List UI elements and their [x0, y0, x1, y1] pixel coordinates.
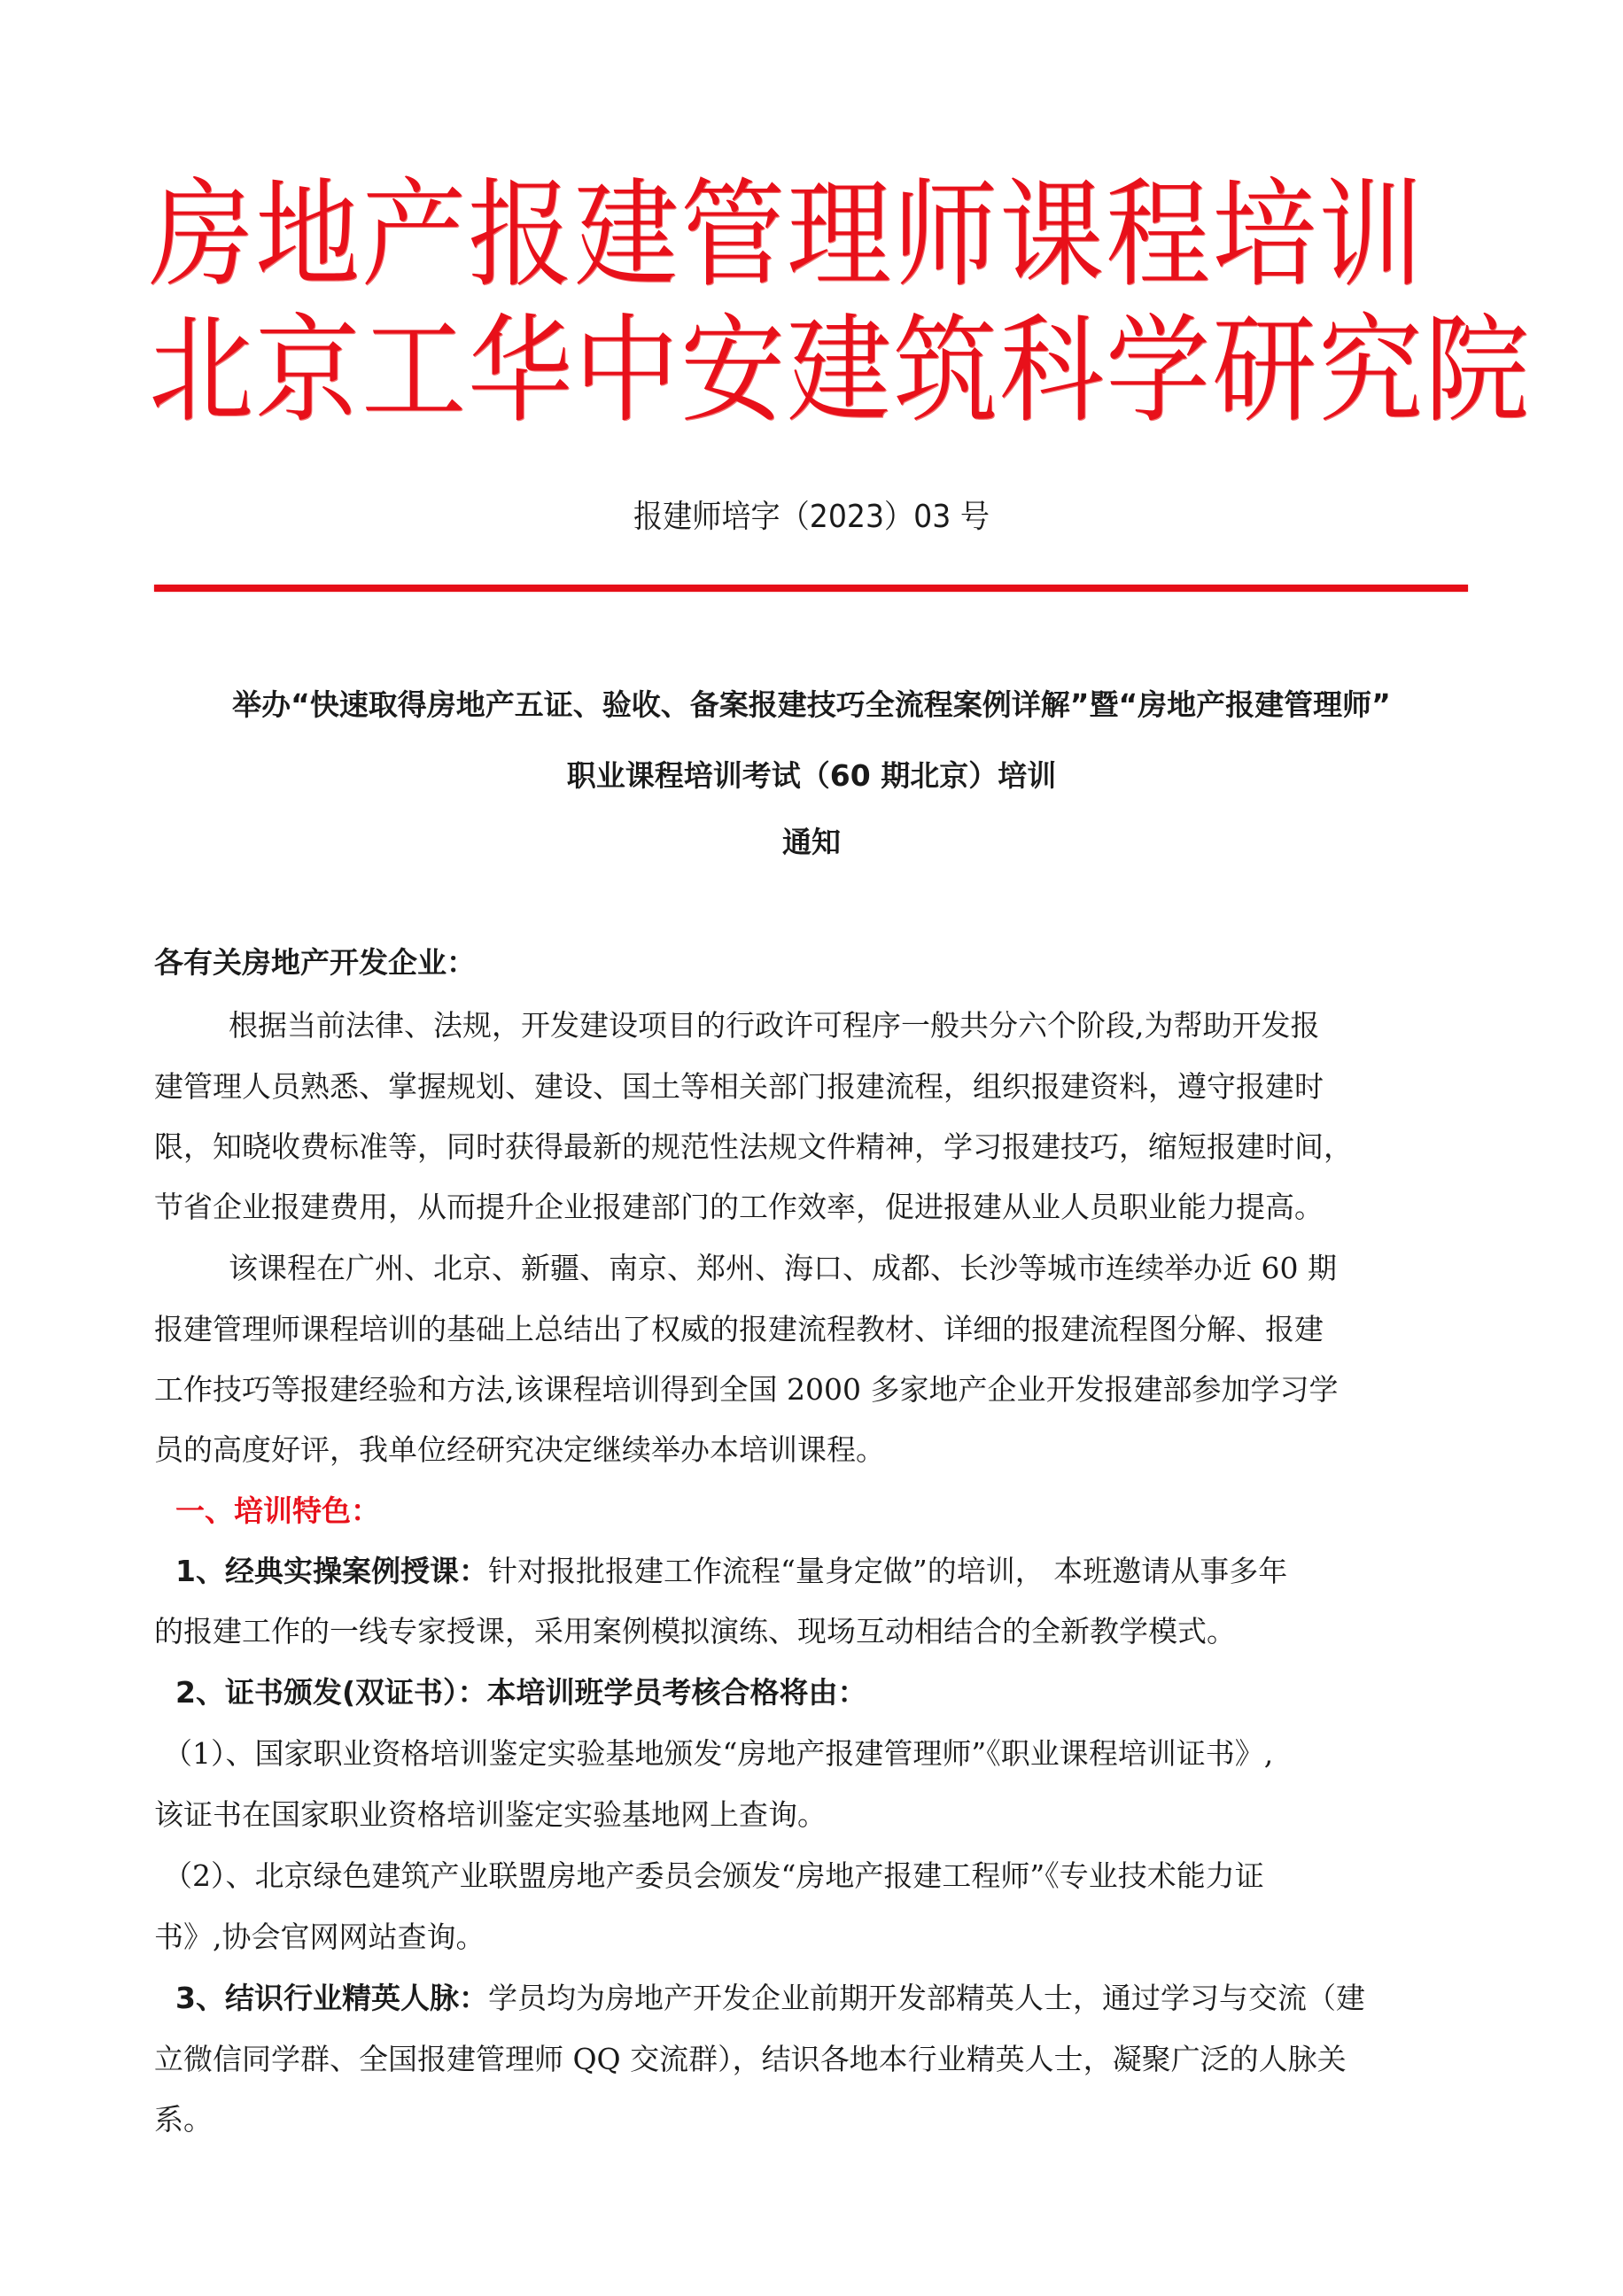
item3-line2: 立微信同学群、全国报建管理师 QQ 交流群），结识各地本行业精英人士，凝聚广泛的人脉关: [154, 2042, 1347, 2076]
item2-sub2-line2: 书》,协会官网网站查询。: [154, 1920, 485, 1954]
notice-title-line3: 通知: [782, 825, 841, 859]
item1-label: 1、经典实操案例授课：: [175, 1554, 488, 1588]
notice-title-line2: 职业课程培训考试（60 期北京）培训: [566, 758, 1057, 793]
intro-para2-line3: 工作技巧等报建经验和方法,该课程培训得到全国 2000 多家地产企业开发报建部参加学习学: [154, 1372, 1339, 1407]
letterhead-title-line1: 房地产报建管理师课程培训: [149, 166, 1425, 304]
item3-line3: 系。: [154, 2102, 213, 2137]
item2-sub1-line2: 该证书在国家职业资格培训鉴定实验基地网上查询。: [154, 1797, 827, 1832]
red-divider-line: [154, 585, 1468, 592]
item2-sub1-line1: （1）、国家职业资格培训鉴定实验基地颁发“房地产报建管理师”《职业课程培训证书》,: [163, 1736, 1274, 1771]
item3-line1: [175, 1981, 1495, 2016]
intro-para2-line4: 员的高度好评，我单位经研究决定继续举办本培训课程。: [154, 1432, 885, 1467]
intro-para1-line3: 限，知晓收费标准等，同时获得最新的规范性法规文件精神，学习报建技巧，缩短报建时间，: [154, 1129, 1353, 1164]
section1-heading: 一、培训特色：: [175, 1493, 380, 1528]
intro-para2-line1: 该课程在广州、北京、新疆、南京、郑州、海口、成都、长沙等城市连续举办近 60 期: [229, 1251, 1337, 1285]
item1-line1: [175, 1554, 1495, 1589]
item1-text: 针对报批报建工作流程“量身定做”的培训， 本班邀请从事多年: [487, 1554, 1288, 1588]
item2-label: 2、证书颁发(双证书）：本培训班学员考核合格将由：: [175, 1675, 867, 1710]
intro-para1-line4: 节省企业报建费用，从而提升企业报建部门的工作效率，促进报建从业人员职业能力提高。: [154, 1190, 1324, 1224]
intro-para1-line1: 根据当前法律、法规，开发建设项目的行政许可程序一般共分六个阶段,为帮助开发报: [229, 1008, 1320, 1043]
letterhead-title-line2: 北京工华中安建筑科学研究院: [149, 301, 1532, 439]
item3-label: 3、结识行业精英人脉：: [175, 1981, 488, 2015]
item3-text: 学员均为房地产开发企业前期开发部精英人士，通过学习与交流（建: [487, 1981, 1365, 2015]
salutation: 各有关房地产开发企业：: [154, 945, 476, 980]
notice-title-line1: 举办“快速取得房地产五证、验收、备案报建技巧全流程案例详解”暨“房地产报建管理师”: [232, 687, 1391, 722]
intro-para1-line2: 建管理人员熟悉、掌握规划、建设、国土等相关部门报建流程，组织报建资料，遵守报建时: [154, 1069, 1324, 1104]
item2-sub2-line1: （2）、北京绿色建筑产业联盟房地产委员会颁发“房地产报建工程师”《专业技术能力证: [163, 1858, 1264, 1893]
intro-para2-line2: 报建管理师课程培训的基础上总结出了权威的报建流程教材、详细的报建流程图分解、报建: [154, 1312, 1324, 1346]
item1-line2: 的报建工作的一线专家授课，采用案例模拟演练、现场互动相结合的全新教学模式。: [154, 1614, 1236, 1648]
document-number: 报建师培字（2023）03 号: [633, 499, 990, 535]
